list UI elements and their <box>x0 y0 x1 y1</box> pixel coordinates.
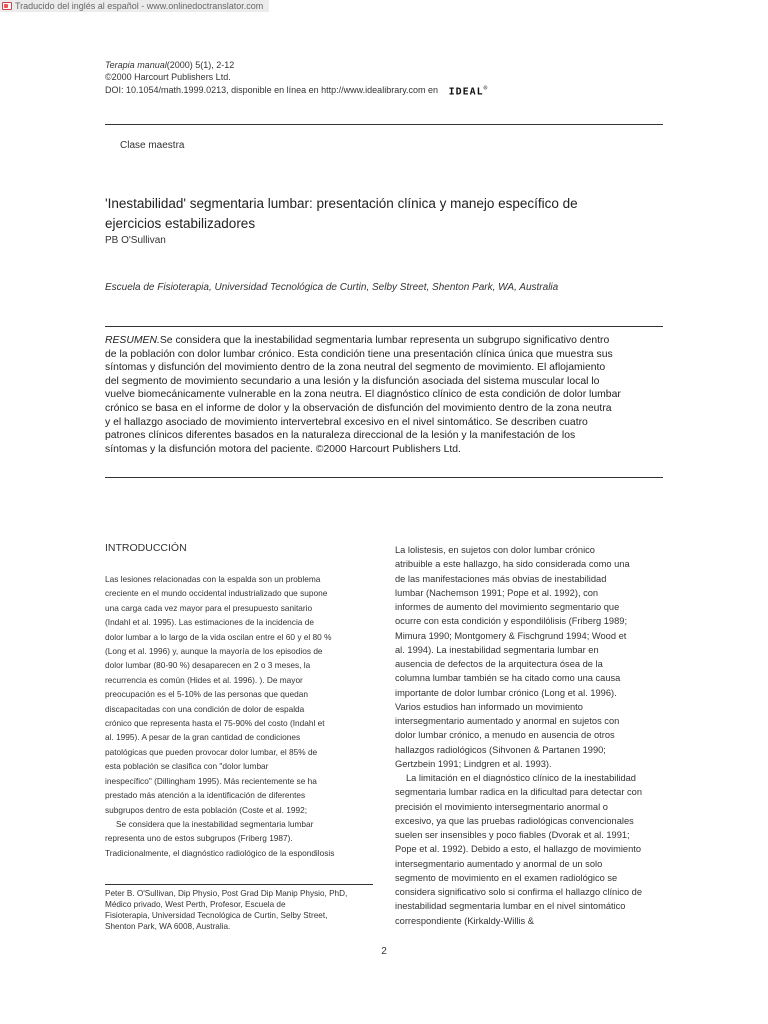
affiliation: Escuela de Fisioterapia, Universidad Tecnológica de Curtin, Selby Street, Shenton Park, WA, Australia <box>105 282 559 293</box>
translator-icon <box>2 2 12 10</box>
journal-name: Terapia manual <box>105 60 167 70</box>
copyright-line: ©2000 Harcourt Publishers Ltd. <box>105 72 231 82</box>
left-paragraph-1: Las lesiones relacionadas con la espalda son un problema creciente en el mundo occidental industrializado que supone una carga cada vez mayor para el presupuesto sanitario (Indahl et al. 1995). Las estimaciones de la incidencia de dolor lumbar a lo largo de la vida oscilan entre el 60 y el 80 % (Long et al. 1996) y, aunque la mayoría de los episodios de dolor lumbar (80-90 %) desaparecen en 2 o 3 meses, la recurrencia es común (Hides et al. 1996). ). De mayor preocupación es el 5-10% de las personas que quedan discapacitadas con una condición de dolor de espalda crónico que representa hasta el 75-90% del costo (Indahl et al. 1995). A pesar de la gran cantidad de condiciones patológicas que pueden provocar dolor lumbar, el 85% de esta población se clasifica con "dolor lumbar inespecífico" (Dillingham 1995). Más recientemente se ha prestado más atención a la identificación de diferentes subgrupos dentro de esta población (Coste et al. 1992; <box>105 574 332 815</box>
translation-banner[interactable] <box>0 0 269 12</box>
footnote-divider <box>105 884 373 885</box>
abstract-bottom-divider <box>105 477 663 478</box>
journal-header <box>105 59 488 98</box>
ideal-logo: IDEAL® <box>448 85 489 98</box>
right-paragraph-2: La limitación en el diagnóstico clínico de la inestabilidad segmentaria lumbar radica en la dificultad para detectar con precisión el movimiento intersegmentario anormal o excesivo, ya que las pruebas radiológicas convencionales suelen ser insensibles y poco fiables (Dvorak et al. 1991; Pope et al. 1992). Debido a esto, el hallazgo de movimiento intersegmentario aumentado y anormal de un solo segmento de movimiento en el examen radiológico se considera significativo solo si confirma el hallazgo clínico de inestabilidad segmentaria lumbar en el nivel sintomático correspondiente (Kirkaldy-Willis & <box>395 773 643 926</box>
right-paragraph-1: La lolistesis, en sujetos con dolor lumbar crónico atribuible a este hallazgo, ha sido considerada como una de las manifestaciones más obvias de inestabilidad lumbar (Nachemson 1991; Pope et al. 1992), con informes de aumento del movimiento segmentario que ocurre con esta condición y espondilólisis (Friberg 1989; Mimura 1990; Montgomery & Fischgrund 1994; Wood et al. 1994). La inestabilidad segmentaria lumbar en ausencia de defectos de la arquitectura ósea de la columna lumbar también se ha citado como una causa importante de dolor lumbar crónico (Long et al. 1996). Varios estudios han informado un movimiento intersegmentario aumentado y anormal en sujetos con dolor lumbar crónico, a menudo en ausencia de otros hallazgos radiológicos (Sihvonen & Partanen 1990; Gertzbein 1991; Lindgren et al. 1993). <box>395 545 630 769</box>
abstract: RESUMEN.Se considera que la inestabilidad segmentaria lumbar representa un subgrupo significativo dentro de la población con dolor lumbar crónico. Esta condición tiene una presentación clínica única que muestra sus síntomas y disfunción del movimiento dentro de la zona neutral del segmento de movimiento. El aflojamiento del segmento de movimiento secundario a una lesión y la disfunción asociada del sistema muscular local lo vuelve biomecánicamente vulnerable en la zona neutra. El diagnóstico clínico de esta condición de dolor lumbar crónico se basa en el informe de dolor y la observación de disfunción del movimiento dentro de la zona neutra y el hallazgo asociado de movimiento intervertebral excesivo en el nivel sintomático. Se describen cuatro patrones clínicos diferentes basados en la naturaleza direccional de la lesión y la manifestación de los síntomas y la disfunción motora del paciente. ©2000 Harcourt Publishers Ltd. <box>105 335 621 455</box>
translation-banner-text: Traducido del inglés al español - www.onlinedoctranslator.com <box>15 1 264 11</box>
header-divider <box>105 124 663 125</box>
journal-citation: (2000) 5(1), 2-12 <box>166 60 235 70</box>
left-column-body <box>105 572 381 860</box>
author-footnote: Peter B. O'Sullivan, Dip Physio, Post Grad Dip Manip Physio, PhD, Médico privado, West Perth, Profesor, Escuela de Fisioterapia, Universidad Tecnológica de Curtin, Selby Street, Shenton Park, WA 6008, Australia. <box>105 889 348 931</box>
right-column-body <box>395 543 665 928</box>
left-paragraph-2: Se considera que la inestabilidad segmentaria lumbar representa uno de estos subgrupos (Friberg 1987). Tradicionalmente, el diagnóstico radiológico de la espondilosis <box>105 818 335 858</box>
section-label: Clase maestra <box>120 140 185 151</box>
doi-line: DOI: 10.1054/math.1999.0213, disponible en línea en http://www.idealibrary.com en <box>105 85 439 96</box>
page-number: 2 <box>381 946 387 957</box>
abstract-top-divider <box>105 326 663 327</box>
abstract-label: RESUMEN. <box>105 335 160 346</box>
author: PB O'Sullivan <box>105 235 166 246</box>
article-title: 'Inestabilidad' segmentaria lumbar: presentación clínica y manejo específico de ejercicios estabilizadores <box>105 196 578 231</box>
introduction-heading: INTRODUCCIÓN <box>105 542 187 554</box>
